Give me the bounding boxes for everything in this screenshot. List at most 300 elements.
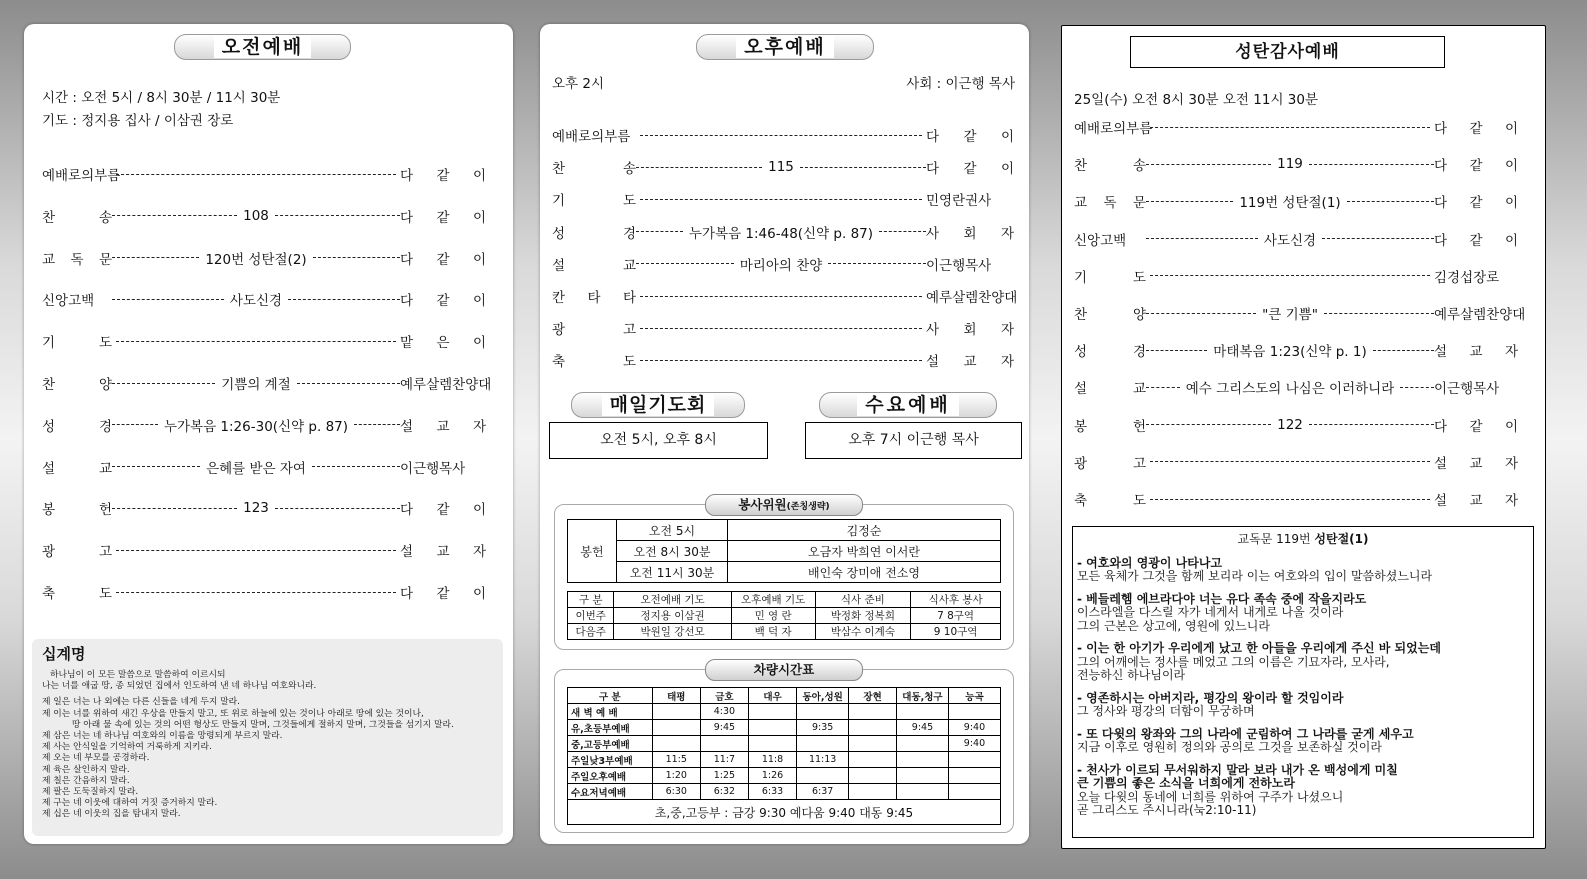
leader-dashes <box>1146 238 1258 239</box>
order-row <box>1074 117 1518 137</box>
leader-dashes <box>313 257 400 258</box>
vehicle-title-oval <box>705 659 863 681</box>
vehicle-cell: 11:5 <box>652 752 700 768</box>
verse-response: 이스라엘을 다스릴 자가 네게서 내게로 나올 것이라 그의 근본은 상고에, 영원에 있느니라 <box>1077 605 1344 633</box>
order-row <box>42 415 486 435</box>
vehicle-cell: 6:30 <box>652 784 700 800</box>
leader-dashes <box>640 296 922 297</box>
commandment-line: 땅 아래 물 속에 있는 것의 어떤 형상도 만들지 말며, 그것들에게 절하지 말며, 그것들을 섬기지 말라. <box>72 719 454 730</box>
leader-dashes <box>1324 313 1434 314</box>
wednesday-pill <box>819 392 997 418</box>
vehicle-header-cell: 구 분 <box>568 688 653 704</box>
order-item: 기쁨의 계절 <box>215 373 297 393</box>
leader-dashes <box>636 167 762 168</box>
order-row <box>42 289 486 309</box>
leader-dashes <box>640 328 922 329</box>
vehicle-cell <box>700 736 748 752</box>
volunteer-table <box>567 591 1001 640</box>
order-label: 찬 양 <box>1074 307 1146 323</box>
volunteer-header-row <box>568 592 1001 608</box>
order-person: 민영란권사 <box>926 193 992 210</box>
order-label: 축 도 <box>552 354 636 371</box>
volunteer-cell: 9 10구역 <box>911 624 1001 640</box>
morning-prayer: 기도 : 정지용 집사 / 이삼권 장로 <box>42 113 234 129</box>
verse-response: 모든 육체가 그것을 함께 보리라 이는 여호와의 입이 말씀하셨느니라 <box>1077 569 1433 583</box>
order-label: 기 도 <box>1074 269 1146 286</box>
volunteer-header-cell: 구 분 <box>568 592 614 608</box>
vehicle-cell: 유,초등부예배 <box>568 720 653 736</box>
vehicle-cell: 9:40 <box>948 720 1000 736</box>
order-person: 다 같 이 <box>400 293 487 310</box>
wednesday-time: 오후 7시 이근행 목사 <box>805 422 1022 459</box>
commandment-line: 제 사는 안식일을 기억하여 거룩하게 지키라. <box>42 742 212 753</box>
afternoon-title: 오후예배 <box>736 36 833 58</box>
vehicle-title: 차량시간표 <box>753 662 815 677</box>
vehicle-cell: 1:20 <box>652 768 700 784</box>
order-person: 다 같 이 <box>1434 418 1518 435</box>
vehicle-cell: 주일오후예배 <box>568 768 653 784</box>
order-item: 108 <box>237 208 275 224</box>
leader-dashes <box>1309 164 1434 165</box>
order-label: 설 교 <box>42 460 112 477</box>
leader-dashes <box>879 231 926 232</box>
vehicle-cell: 9:45 <box>700 720 748 736</box>
leader-dashes <box>1146 313 1256 314</box>
order-item: 사도신경 <box>224 289 288 309</box>
vehicle-cell: 9:35 <box>797 720 849 736</box>
leader-dashes <box>112 257 199 258</box>
verse-leader: - 이는 한 아기가 우리에게 났고 한 아들을 우리에게 주신 바 되었는데 <box>1077 641 1441 655</box>
vehicle-header-cell: 대우 <box>748 688 796 704</box>
order-label: 성 경 <box>1074 344 1146 361</box>
leader-dashes <box>1309 424 1434 425</box>
volunteer-header-cell: 식사 준비 <box>815 592 911 608</box>
order-person: 맡 은 이 <box>400 335 486 352</box>
vehicle-cell: 11:7 <box>700 752 748 768</box>
order-row <box>42 331 486 351</box>
vehicle-row <box>568 784 1001 800</box>
vehicle-cell: 11:8 <box>748 752 796 768</box>
order-item: 은혜를 받은 자여 <box>200 457 312 477</box>
commandments-box <box>32 639 503 836</box>
order-row <box>42 498 486 518</box>
leader-dashes <box>1150 461 1430 462</box>
vehicle-cell: 중,고등부예배 <box>568 736 653 752</box>
vehicle-cell <box>748 720 796 736</box>
vehicle-cell <box>896 784 948 800</box>
commandments-intro-line: 나는 너를 애굽 땅, 종 되었던 집에서 인도하여 낸 네 하나님 여호와니라. <box>42 681 317 692</box>
volunteer-row <box>568 624 1001 640</box>
leader-dashes <box>828 263 926 264</box>
offering-names: 배인숙 장미애 전소영 <box>728 562 1001 583</box>
order-label: 성 경 <box>42 418 112 435</box>
leader-dashes <box>112 424 158 425</box>
vehicle-row <box>568 736 1001 752</box>
verse-leader: - 영존하시는 아버지라, 평강의 왕이라 할 것임이라 <box>1077 690 1344 705</box>
commandment-line: 제 십은 네 이웃의 집을 탐내지 말라. <box>42 809 181 820</box>
verse-leader: - 여호와의 영광이 나타나고 <box>1077 555 1223 570</box>
order-label: 기 도 <box>552 193 636 210</box>
commandments-body <box>42 670 497 821</box>
order-label: 성 경 <box>552 225 636 242</box>
order-row <box>1074 377 1518 397</box>
leader-dashes <box>116 341 396 342</box>
leader-dashes <box>640 360 922 361</box>
morning-time: 시간 : 오전 5시 / 8시 30분 / 11시 30분 <box>42 90 281 106</box>
offering-row <box>568 562 1001 583</box>
order-row <box>552 125 1014 145</box>
order-row <box>552 157 1014 177</box>
order-item: 예수 그리스도의 나심은 이러하니라 <box>1180 377 1401 397</box>
vehicle-header-cell: 금호 <box>700 688 748 704</box>
order-person: 예루살렘찬양대 <box>400 377 492 393</box>
order-label: 기 도 <box>42 335 112 352</box>
volunteer-cell: 백 덕 자 <box>731 624 815 640</box>
vehicle-footer-row <box>568 800 1001 825</box>
leader-dashes <box>1150 127 1430 128</box>
vehicle-cell <box>748 704 796 720</box>
christmas-title: 성탄감사예배 <box>1130 36 1445 68</box>
leader-dashes <box>1347 201 1434 202</box>
verse-block <box>1077 642 1533 683</box>
order-row <box>42 164 486 184</box>
volunteer-row <box>568 608 1001 624</box>
order-item: 사도신경 <box>1258 229 1322 249</box>
leader-dashes <box>112 383 215 384</box>
order-label: 찬 송 <box>552 161 636 178</box>
order-person: 다 같 이 <box>926 129 1014 145</box>
verse-block <box>1077 593 1533 634</box>
vehicle-cell <box>849 720 897 736</box>
vehicle-cell: 수요저녁예배 <box>568 784 653 800</box>
commandment-line: 제 구는 네 이웃에 대하여 거짓 증거하지 말라. <box>42 798 218 809</box>
verse-response: 그의 어깨에는 정사를 메었고 그의 이름은 기묘자라, 모사라, 전능하신 하나님이라 <box>1077 654 1390 682</box>
order-person: 사 회 자 <box>926 225 1014 242</box>
vehicle-header-cell: 능곡 <box>948 688 1000 704</box>
order-row <box>1074 303 1526 323</box>
vehicle-cell: 6:37 <box>797 784 849 800</box>
order-label: 축 도 <box>42 586 112 602</box>
volunteers-title: 봉사위원 <box>738 497 787 512</box>
commandment-line: 제 삼은 너는 네 하나님 여호와의 이름을 망령되게 부르지 말라. <box>42 731 283 742</box>
vehicle-header-row <box>568 688 1001 704</box>
vehicle-cell <box>849 704 897 720</box>
volunteer-header-cell: 식사후 봉사 <box>911 592 1001 608</box>
order-row <box>1074 340 1518 360</box>
order-person: 다 같 이 <box>400 168 486 184</box>
verse-leader: - 천사가 이르되 무서워하지 말라 보라 내가 온 백성에게 미칠 <box>1077 762 1398 777</box>
order-row <box>1074 452 1518 472</box>
order-label: 설 교 <box>552 257 636 274</box>
order-label: 축 도 <box>1074 493 1146 509</box>
order-item: 누가복음 1:46-48(신약 p. 87) <box>683 222 879 242</box>
order-item: 119 <box>1271 156 1309 172</box>
order-row <box>552 350 1014 370</box>
commandment-line: 제 일은 너는 나 외에는 다른 신들을 네게 두지 말라. <box>42 697 240 708</box>
leader-dashes <box>636 231 683 232</box>
order-label: 칸 타 타 <box>552 290 636 306</box>
volunteers-title-oval <box>705 494 863 516</box>
order-row <box>1074 489 1518 509</box>
vehicle-row <box>568 720 1001 736</box>
vehicle-cell: 9:40 <box>948 736 1000 752</box>
vehicle-row <box>568 704 1001 720</box>
vehicle-cell <box>896 736 948 752</box>
morning-service-panel <box>24 24 513 844</box>
responsive-reading-title <box>1073 533 1533 547</box>
order-label: 찬 양 <box>42 377 112 393</box>
volunteer-cell: 박원일 강선모 <box>614 624 731 640</box>
vehicle-cell <box>849 736 897 752</box>
vehicle-cell <box>948 768 1000 784</box>
commandments-intro-line: 하나님이 이 모든 말씀으로 말씀하여 이르시되 <box>50 670 226 680</box>
vehicle-cell: 6:33 <box>748 784 796 800</box>
vehicle-header-cell: 장현 <box>849 688 897 704</box>
order-label: 신앙고백 <box>42 293 95 310</box>
vehicle-cell <box>896 768 948 784</box>
offering-table <box>567 519 1001 583</box>
order-row <box>552 286 1018 306</box>
commandment-line: 제 팔은 도둑질하지 말라. <box>42 787 139 798</box>
order-person: 설 교 자 <box>1434 493 1518 509</box>
order-item: 119번 성탄절(1) <box>1233 191 1346 211</box>
leader-dashes <box>1400 387 1434 388</box>
order-person: 이근행목사 <box>926 257 992 274</box>
volunteer-cell: 박삼수 이계숙 <box>815 624 911 640</box>
order-label: 광 고 <box>1074 455 1146 472</box>
vehicle-cell <box>797 736 849 752</box>
commandment-line: 제 이는 너를 위하여 새긴 우상을 만들지 말고, 또 위로 하늘에 있는 것이나 아래로 땅에 있는 것이나, <box>42 708 424 719</box>
vehicle-cell: 6:32 <box>700 784 748 800</box>
order-row <box>42 248 486 268</box>
vehicle-cell: 새 벽 예 배 <box>568 704 653 720</box>
vehicle-cell <box>652 720 700 736</box>
vehicle-cell <box>748 736 796 752</box>
order-person: 다 같 이 <box>926 161 1014 178</box>
order-row <box>1074 191 1518 211</box>
offering-row <box>568 520 1001 541</box>
vehicle-cell: 1:25 <box>700 768 748 784</box>
leader-dashes <box>275 215 400 216</box>
leader-dashes <box>1146 424 1271 425</box>
morning-title: 오전예배 <box>214 36 311 58</box>
reading-title-bold: 성탄절(1) <box>1314 532 1369 546</box>
wednesday-title: 수요예배 <box>857 394 958 416</box>
order-item: 마태복음 1:23(신약 p. 1) <box>1207 340 1372 360</box>
leader-dashes <box>1146 350 1207 351</box>
order-label: 신앙고백 <box>1074 232 1127 249</box>
order-label: 광 고 <box>552 322 636 339</box>
order-row <box>1074 229 1518 249</box>
verse-leader: - 베들레헴 에브라다야 너는 유다 족속 중에 작을지라도 <box>1077 591 1367 606</box>
verse-block <box>1077 764 1533 778</box>
offering-label: 봉헌 <box>568 520 617 583</box>
order-person: 다 같 이 <box>400 502 486 519</box>
leader-dashes <box>1150 499 1430 500</box>
vehicle-footer: 초,중,고등부 : 금강 9:30 예다움 9:40 대동 9:45 <box>568 800 1001 825</box>
offering-names: 오금자 박희연 이서란 <box>728 541 1001 562</box>
commandment-line: 제 오는 네 부모를 공경하라. <box>42 753 150 764</box>
offering-names: 김정순 <box>728 520 1001 541</box>
vehicle-header-cell: 대동,청구 <box>896 688 948 704</box>
order-item: 누가복음 1:26-30(신약 p. 87) <box>158 415 354 435</box>
afternoon-time: 오후 2시 <box>552 76 605 92</box>
order-person: 설 교 자 <box>926 354 1014 371</box>
order-label: 교 독 문 <box>1074 195 1146 212</box>
leader-dashes <box>1322 238 1434 239</box>
vehicle-cell: 주일낮3부예배 <box>568 752 653 768</box>
order-item: "큰 기쁨" <box>1256 303 1324 323</box>
verse-block <box>1077 557 1533 584</box>
order-person: 김경섭장로 <box>1434 269 1500 286</box>
vehicle-cell <box>849 768 897 784</box>
order-row <box>552 189 1014 209</box>
order-row <box>552 222 1014 242</box>
vehicle-header-cell: 태평 <box>652 688 700 704</box>
leader-dashes <box>1150 275 1430 276</box>
order-person: 설 교 자 <box>400 544 486 561</box>
order-person: 다 같 이 <box>1434 158 1518 175</box>
volunteer-cell: 7 8구역 <box>911 608 1001 624</box>
order-person: 다 같 이 <box>400 586 486 602</box>
vehicle-cell <box>948 784 1000 800</box>
vehicle-cell <box>896 752 948 768</box>
commandment-line: 제 칠은 간음하지 말라. <box>42 775 130 786</box>
vehicle-cell <box>948 752 1000 768</box>
morning-title-pill <box>174 34 351 60</box>
order-person: 설 교 자 <box>1434 455 1518 472</box>
vehicle-cell <box>948 704 1000 720</box>
responsive-reading-verses <box>1073 557 1533 818</box>
leader-dashes <box>112 215 237 216</box>
order-label: 봉 헌 <box>1074 418 1146 435</box>
leader-dashes <box>116 174 396 175</box>
order-row <box>1074 154 1518 174</box>
order-label: 찬 송 <box>1074 158 1146 175</box>
order-person: 예루살렘찬양대 <box>1434 307 1526 323</box>
leader-dashes <box>112 508 237 509</box>
leader-dashes <box>297 383 400 384</box>
vehicle-cell <box>797 704 849 720</box>
volunteer-cell: 민 영 란 <box>731 608 815 624</box>
volunteers-title-note: (존칭생략) <box>786 502 830 512</box>
verse-block <box>1077 777 1533 818</box>
vehicle-cell <box>849 784 897 800</box>
verse-leader: - 또 다윗의 왕좌와 그의 나라에 군림하여 그 나라를 굳게 세우고 <box>1077 726 1414 741</box>
leader-dashes <box>1373 350 1434 351</box>
order-person: 다 같 이 <box>1434 232 1519 249</box>
commandments-title: 십계명 <box>42 645 86 663</box>
verse-block <box>1077 692 1533 719</box>
leader-dashes <box>1146 201 1233 202</box>
afternoon-leader: 사회 : 이근행 목사 <box>906 76 1015 92</box>
vehicle-cell: 1:26 <box>748 768 796 784</box>
order-row <box>42 582 486 602</box>
order-row <box>42 373 492 393</box>
order-row <box>552 254 1014 274</box>
daily-prayer-pill <box>571 392 745 418</box>
daily-prayer-time: 오전 5시, 오후 8시 <box>549 422 768 459</box>
offering-row <box>568 541 1001 562</box>
leader-dashes <box>116 592 396 593</box>
order-row <box>42 206 486 226</box>
order-label: 예배로의부름 <box>1074 121 1153 137</box>
reading-title-prefix: 교독문 119번 <box>1237 532 1315 546</box>
commandment-line: 제 육은 살인하지 말라. <box>42 764 130 775</box>
verse-response: 그 정사와 평강의 더함이 무궁하며 <box>1077 704 1255 718</box>
order-person: 예루살렘찬양대 <box>926 290 1018 306</box>
order-person: 사 회 자 <box>926 322 1014 339</box>
offering-time: 오전 5시 <box>617 520 728 541</box>
verse-block <box>1077 728 1533 755</box>
order-person: 다 같 이 <box>1434 121 1518 137</box>
verse-response: 지금 이후로 영원히 정의와 공의로 그것을 보존하실 것이라 <box>1077 740 1382 754</box>
vehicle-cell: 11:13 <box>797 752 849 768</box>
order-row <box>42 540 486 560</box>
vehicle-cell <box>652 704 700 720</box>
order-label: 봉 헌 <box>42 502 112 519</box>
vehicle-row <box>568 752 1001 768</box>
vehicle-table <box>567 687 1001 825</box>
offering-time: 오전 8시 30분 <box>617 541 728 562</box>
order-label: 설 교 <box>1074 381 1146 398</box>
vehicle-row <box>568 768 1001 784</box>
leader-dashes <box>640 135 922 136</box>
order-label: 예배로의부름 <box>552 129 631 145</box>
vehicle-cell <box>797 768 849 784</box>
leader-dashes <box>112 466 200 467</box>
leader-dashes <box>636 263 734 264</box>
volunteer-cell: 박정화 정복희 <box>815 608 911 624</box>
order-row <box>42 457 486 477</box>
responsive-reading-box <box>1072 526 1534 838</box>
order-person: 이근행목사 <box>400 460 466 477</box>
order-person: 이근행목사 <box>1434 381 1500 398</box>
order-row <box>1074 266 1518 286</box>
afternoon-service-panel <box>540 24 1029 844</box>
order-label: 광 고 <box>42 544 112 561</box>
leader-dashes <box>275 508 400 509</box>
order-row <box>552 318 1014 338</box>
order-item: 123 <box>237 500 275 516</box>
verse-leader: 큰 기쁨의 좋은 소식을 너희에게 전하노라 <box>1077 776 1295 790</box>
order-person: 다 같 이 <box>400 209 486 226</box>
order-label: 찬 송 <box>42 209 112 226</box>
volunteer-cell: 이번주 <box>568 608 614 624</box>
offering-time: 오전 11시 30분 <box>617 562 728 583</box>
leader-dashes <box>1146 164 1271 165</box>
christmas-time: 25일(수) 오전 8시 30분 오전 11시 30분 <box>1074 92 1318 108</box>
order-label: 교 독 문 <box>42 251 112 268</box>
order-item: 115 <box>762 159 800 175</box>
order-person: 설 교 자 <box>1434 344 1519 361</box>
vehicle-cell <box>896 704 948 720</box>
leader-dashes <box>1146 387 1180 388</box>
order-label: 예배로의부름 <box>42 168 121 184</box>
vehicle-cell: 9:45 <box>896 720 948 736</box>
volunteer-header-cell: 오전예배 기도 <box>614 592 731 608</box>
volunteer-cell: 정지용 이삼권 <box>614 608 731 624</box>
order-item: 122 <box>1271 417 1309 433</box>
leader-dashes <box>312 466 400 467</box>
verse-response: 오늘 다윗의 동네에 너희를 위하여 구주가 나셨으니 곧 그리스도 주시니라(눅2:10-11) <box>1077 789 1344 817</box>
leader-dashes <box>116 550 396 551</box>
vehicle-cell: 4:30 <box>700 704 748 720</box>
order-person: 다 같 이 <box>400 251 487 268</box>
order-person: 다 같 이 <box>1434 195 1519 212</box>
leader-dashes <box>112 299 224 300</box>
christmas-service-panel <box>1061 25 1546 849</box>
